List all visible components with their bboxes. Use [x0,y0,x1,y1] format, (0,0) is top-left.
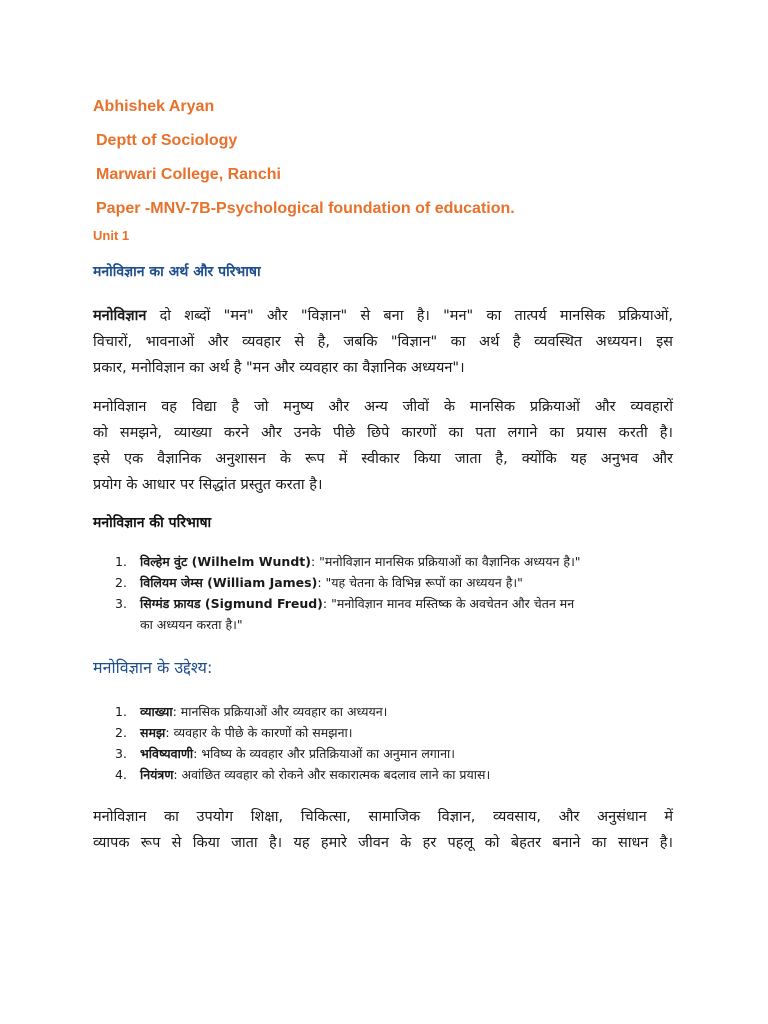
list-item: 3. भविष्यवाणी: भविष्य के व्यवहार और प्रतिक्रियाओं का अनुमान लगाना। [115,746,455,761]
paragraph-closing [93,804,673,856]
college-name: Marwari College, Ranchi [96,166,281,183]
paragraph-line: व्यापक रूप से किया जाता है। यह हमारे जीवन के हर पहलू को बेहतर बनाने का साधन है। [93,835,673,851]
paragraph-line: इसे एक वैज्ञानिक अनुशासन के रूप में स्वीकार किया जाता है, क्योंकि यह अनुभव और [93,451,673,467]
lead-term: मनोविज्ञान [93,308,147,324]
paragraph-line: प्रयोग के आधार पर सिद्धांत प्रस्तुत करता है। [93,477,323,493]
list-item: 1. व्याख्या: मानसिक प्रक्रियाओं और व्यवहार का अध्ययन। [115,704,388,719]
paragraph-description [93,394,673,498]
paragraph-line: मनोविज्ञान वह विद्या है जो मनुष्य और अन्य जीवों के मानसिक प्रक्रियाओं और व्यवहारों [93,399,673,415]
unit-label: Unit 1 [93,228,130,243]
section-heading-definitions: मनोविज्ञान की परिभाषा [93,515,212,531]
paragraph-line: विचारों, भावनाओं और व्यवहार से है, जबकि "विज्ञान" का अर्थ है व्यवस्थित अध्ययन। इस [93,334,673,350]
section-heading-objectives: मनोविज्ञान के उद्देश्य: [93,658,213,677]
author-name: Abhishek Aryan [93,98,215,115]
paragraph-line: को समझने, व्याख्या करने और उनके पीछे छिपे कारणों का पता लगाने का प्रयास करती है। [93,425,673,441]
list-item: 2. विलियम जेम्स (William James): "यह चेतना के विभिन्न रूपों का अध्ययन है।" [115,575,523,590]
list-item: 2. समझ: व्यवहार के पीछे के कारणों को समझना। [115,725,353,740]
paragraph-line: मनोविज्ञान का उपयोग शिक्षा, चिकित्सा, सामाजिक विज्ञान, व्यवसाय, और अनुसंधान में [93,809,673,825]
paper-title: Paper -MNV-7B-Psychological foundation of education. [96,200,515,217]
section-heading-meaning: मनोविज्ञान का अर्थ और परिभाषा [93,264,261,280]
list-item: 1. विल्हेम वुंट (Wilhelm Wundt): "मनोविज्ञान मानसिक प्रक्रियाओं का वैज्ञानिक अध्ययन है।" [115,554,581,569]
list-item: 3. सिग्मंड फ्रायड (Sigmund Freud): "मनोविज्ञान मानव मस्तिष्क के अवचेतन और चेतन मन का अध्ययन करता है।" [115,596,575,632]
paragraph-line: प्रकार, मनोविज्ञान का अर्थ है "मन और व्यवहार का वैज्ञानिक अध्ययन"। [93,360,465,376]
paragraph-intro [93,303,673,381]
definitions-list [93,551,673,635]
paragraph-line: मनोविज्ञान दो शब्दों "मन" और "विज्ञान" से बना है। "मन" का तात्पर्य मानसिक प्रक्रियाओं, [93,308,673,324]
objectives-list [93,701,673,785]
list-item: 4. नियंत्रण: अवांछित व्यवहार को रोकने और सकारात्मक बदलाव लाने का प्रयास। [115,767,491,782]
department: Deptt of Sociology [96,132,238,149]
